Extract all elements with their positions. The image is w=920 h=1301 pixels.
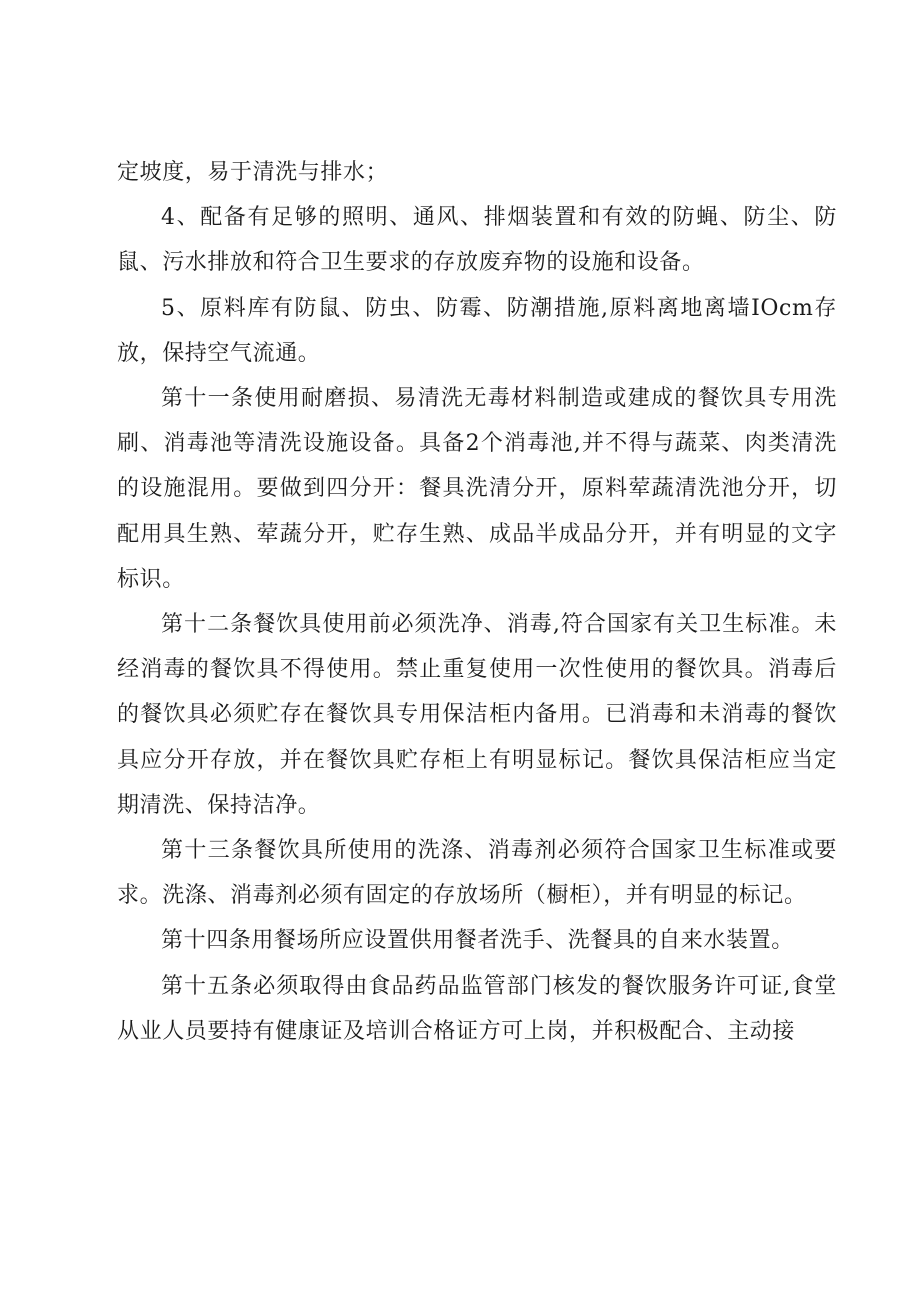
- paragraph-article-15: 第十五条必须取得由食品药品监管部门核发的餐饮服务许可证,食堂从业人员要持有健康证及培训合格证方可上岗，并积极配合、主动接: [117, 973, 837, 1044]
- paragraph-article-14: 第十四条用餐场所应设置供用餐者洗手、洗餐具的自来水装置。: [161, 928, 794, 954]
- paragraph-article-13: 第十三条餐饮具所使用的洗涤、消毒剂必须符合国家卫生标准或要求。洗涤、消毒剂必须有固定的存放场所（橱柜），并有明显的标记。: [117, 838, 837, 909]
- document-page: [117, 150, 837, 1054]
- paragraph-continuation: 定坡度，易于清洗与排水；: [117, 160, 389, 185]
- paragraph-item-4: 4、配备有足够的照明、通风、排烟装置和有效的防蝇、防尘、防鼠、污水排放和符合卫生要求的存放废弃物的设施和设备。: [117, 205, 837, 276]
- paragraph-item-5: 5、原料库有防鼠、防虫、防霉、防潮措施,原料离地离墙IOcm存放，保持空气流通。: [117, 295, 837, 366]
- paragraph-article-12: 第十二条餐饮具使用前必须洗净、消毒,符合国家有关卫生标准。未经消毒的餐饮具不得使用。禁止重复使用一次性使用的餐饮具。消毒后的餐饮具必须贮存在餐饮具专用保洁柜内备用。已消毒和未消毒的餐饮具应分开存放，并在餐饮具贮存柜上有明显标记。餐饮具保洁柜应当定期清洗、保持洁净。: [117, 612, 837, 818]
- paragraph-article-11: 第十一条使用耐磨损、易清洗无毒材料制造或建成的餐饮具专用洗刷、消毒池等清洗设施设备。具备2个消毒池,并不得与蔬菜、肉类清洗的设施混用。要做到四分开：餐具洗清分开，原料荤蔬清洗池分开，切配用具生熟、荤蔬分开，贮存生熟、成品半成品分开，并有明显的文字标识。: [117, 386, 837, 592]
